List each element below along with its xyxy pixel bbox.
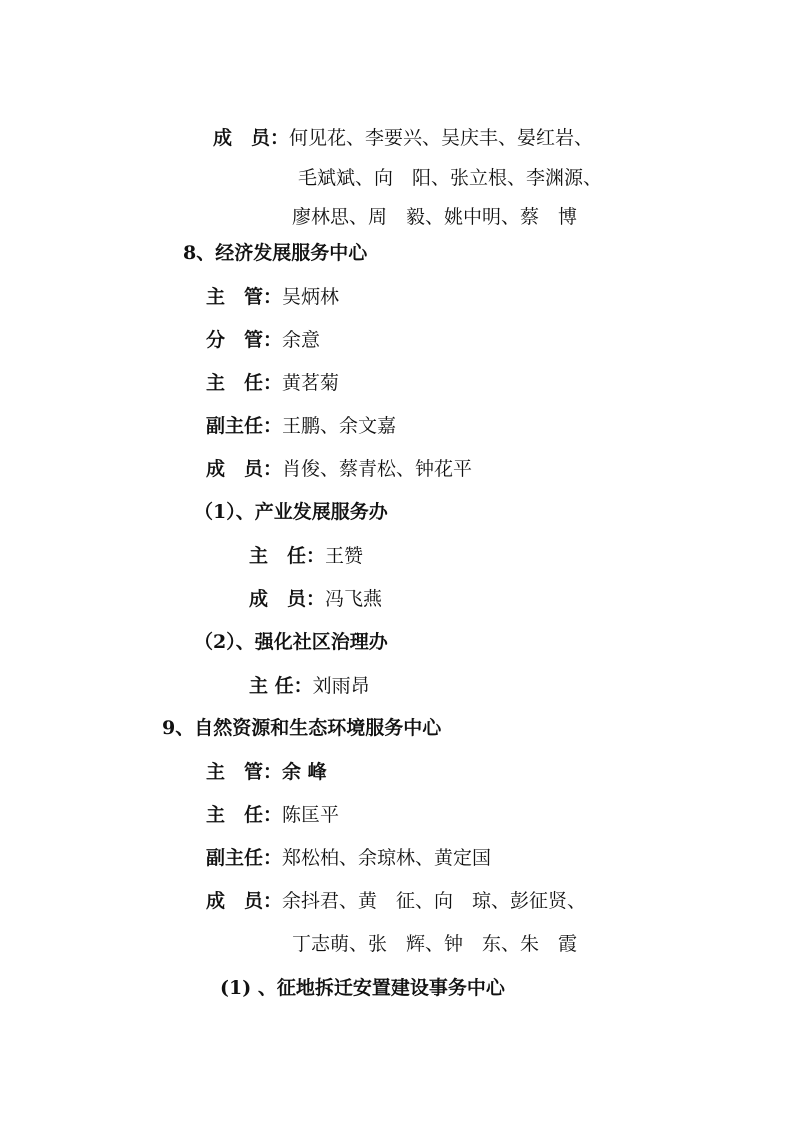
member-line (213, 126, 593, 150)
member-continuation (292, 932, 577, 956)
field-label: 主 管： (206, 761, 283, 783)
field-label: 成 员： (206, 890, 283, 912)
field-value: 余抖君、黄 征、向 琼、彭征贤、 (282, 890, 587, 912)
member-continuation (298, 166, 602, 190)
subsection-heading: （1）、产业发展服务办 (194, 501, 388, 523)
member-line (249, 587, 382, 611)
field-label: 主 任： (249, 545, 326, 567)
field-value: 余意 (282, 329, 321, 351)
field-label: 成 员： (249, 588, 326, 610)
field-label: 成 员： (206, 458, 283, 480)
deputy-director-line (206, 846, 491, 870)
field-value: 黄茗菊 (282, 372, 340, 394)
field-label: 主 任： (249, 675, 313, 697)
member-line (206, 457, 472, 481)
deputy-director-line (206, 414, 396, 438)
field-label: 分 管： (206, 329, 283, 351)
field-value: 郑松柏、余琼林、黄定国 (282, 847, 492, 869)
member-line (206, 889, 586, 913)
field-label: 副主任： (206, 847, 283, 869)
supervisor-line (206, 285, 339, 309)
field-value: 肖俊、蔡青松、钟花平 (282, 458, 473, 480)
field-value: 何见花、李要兴、吴庆丰、晏红岩、 (289, 127, 594, 149)
field-value: 吴炳林 (282, 286, 340, 308)
subsection-heading: （2）、强化社区治理办 (194, 631, 388, 653)
field-value: 余 峰 (282, 761, 327, 783)
deputy-supervisor-line (206, 328, 320, 352)
director-line (249, 674, 370, 698)
field-value: 毛斌斌、向 阳、张立根、李渊源、 (298, 167, 603, 189)
field-label: 成 员： (213, 127, 290, 149)
field-value: 王赞 (325, 545, 364, 567)
field-value: 陈匡平 (282, 804, 340, 826)
member-continuation (292, 205, 577, 229)
subsection-heading: (1) 、征地拆迁安置建设事务中心 (220, 977, 505, 999)
field-value: 王鹏、余文嘉 (282, 415, 397, 437)
field-value: 刘雨昂 (312, 675, 370, 697)
supervisor-line (206, 760, 327, 784)
field-value: 丁志萌、张 辉、钟 东、朱 霞 (292, 933, 578, 955)
field-label: 主 任： (206, 372, 283, 394)
field-value: 廖林思、周 毅、姚中明、蔡 博 (292, 206, 578, 228)
section-heading: 8、经济发展服务中心 (183, 242, 368, 264)
director-line (249, 544, 363, 568)
director-line (206, 803, 339, 827)
section-heading: 9、自然资源和生态环境服务中心 (162, 717, 442, 739)
director-line (206, 371, 339, 395)
field-label: 副主任： (206, 415, 283, 437)
field-value: 冯飞燕 (325, 588, 383, 610)
field-label: 主 任： (206, 804, 283, 826)
field-label: 主 管： (206, 286, 283, 308)
